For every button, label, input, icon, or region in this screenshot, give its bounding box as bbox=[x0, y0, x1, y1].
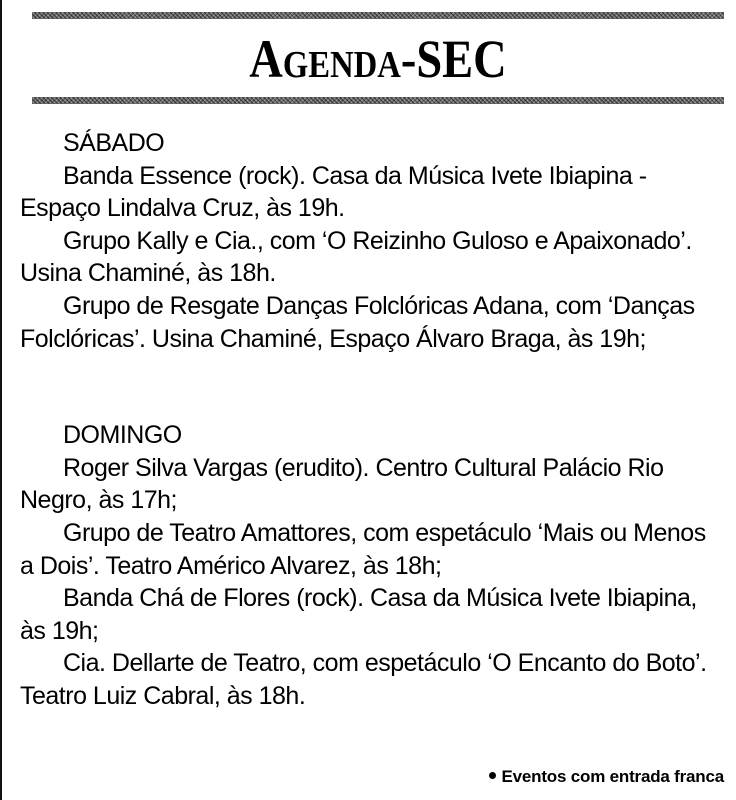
footnote-text: Eventos com entrada franca bbox=[501, 767, 724, 786]
header-bottom-rule bbox=[32, 97, 724, 104]
day-heading-saturday: SÁBADO bbox=[63, 129, 165, 157]
event-item: Banda Chá de Flores (rock). Casa da Música Ivete Ibiapina, às 19h; bbox=[20, 584, 697, 645]
event-item: Cia. Dellarte de Teatro, com espetáculo ‘O Encanto do Boto’. Teatro Luiz Cabral, às 18h. bbox=[20, 649, 707, 710]
event-item: Grupo de Resgate Danças Folclóricas Adana, com ‘Danças Folclóricas’. Usina Chaminé, Espaço Álvaro Braga, às 19h; bbox=[20, 291, 695, 353]
event-item: Grupo de Teatro Amattores, com espetáculo ‘Mais ou Menos a Dois’. Teatro Américo Alvarez, às 18h; bbox=[20, 518, 706, 580]
event-item: Roger Silva Vargas (erudito). Centro Cultural Palácio Rio Negro, às 17h; bbox=[20, 453, 664, 515]
header-top-rule bbox=[32, 12, 724, 19]
section-spacer bbox=[20, 355, 724, 419]
event-item: Grupo Kally e Cia., com ‘O Reizinho Guloso e Apaixonado’. Usina Chaminé, às 18h. bbox=[20, 226, 692, 288]
bullet-icon bbox=[489, 772, 496, 779]
agenda-content bbox=[20, 127, 724, 713]
page-title: Agenda-SEC bbox=[249, 29, 507, 89]
day-heading-sunday: DOMINGO bbox=[63, 421, 182, 450]
footnote bbox=[489, 766, 725, 788]
event-item: Banda Essence (rock). Casa da Música Ivete Ibiapina - Espaço Lindalva Cruz, às 19h. bbox=[20, 161, 647, 223]
page-left-border bbox=[0, 0, 2, 800]
